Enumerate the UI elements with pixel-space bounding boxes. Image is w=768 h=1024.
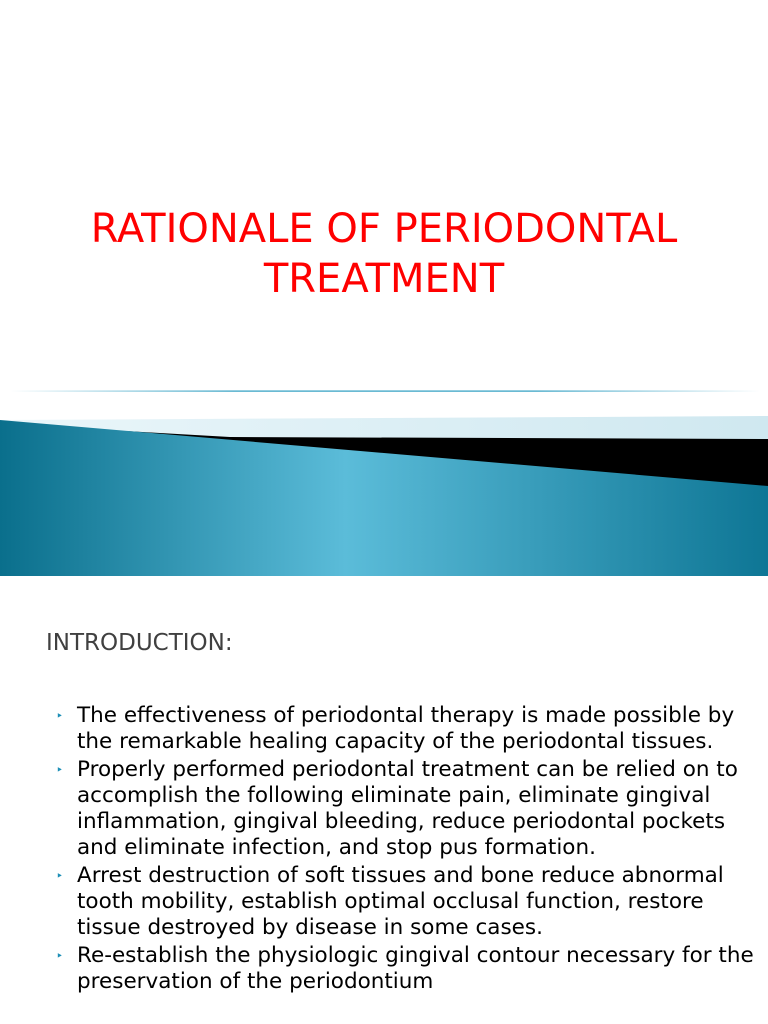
title-line-2: TREATMENT bbox=[263, 256, 505, 302]
bullet-item bbox=[56, 703, 756, 755]
bullet-item bbox=[56, 943, 756, 995]
triangle-bullet-icon: ‣ bbox=[56, 709, 64, 723]
section-heading: INTRODUCTION: bbox=[46, 630, 233, 656]
triangle-bullet-icon: ‣ bbox=[56, 869, 64, 883]
bullet-item bbox=[56, 757, 756, 861]
bullet-item bbox=[56, 863, 756, 941]
decorative-wave-banner bbox=[0, 380, 768, 576]
thin-divider-line bbox=[10, 391, 760, 392]
bullet-text: Re-establish the physiologic gingival contour necessary for the preservation of the periodontium bbox=[77, 943, 754, 994]
title-line-1: RATIONALE OF PERIODONTAL bbox=[90, 206, 678, 252]
bullet-text: The effectiveness of periodontal therapy is made possible by the remarkable healing capacity of the periodontal tissues. bbox=[77, 703, 735, 754]
triangle-bullet-icon: ‣ bbox=[56, 949, 64, 963]
triangle-bullet-icon: ‣ bbox=[56, 763, 64, 777]
slide-title bbox=[40, 204, 728, 304]
bullet-text: Arrest destruction of soft tissues and bone reduce abnormal tooth mobility, establish optimal occlusal function, restore tissue destroyed by disease in some cases. bbox=[77, 863, 724, 940]
bullet-text: Properly performed periodontal treatment can be relied on to accomplish the following eliminate pain, eliminate gingival inflammation, gingival bleeding, reduce periodontal pockets and eliminate infection, and stop pus formation. bbox=[77, 757, 738, 860]
bullet-list bbox=[56, 703, 756, 997]
